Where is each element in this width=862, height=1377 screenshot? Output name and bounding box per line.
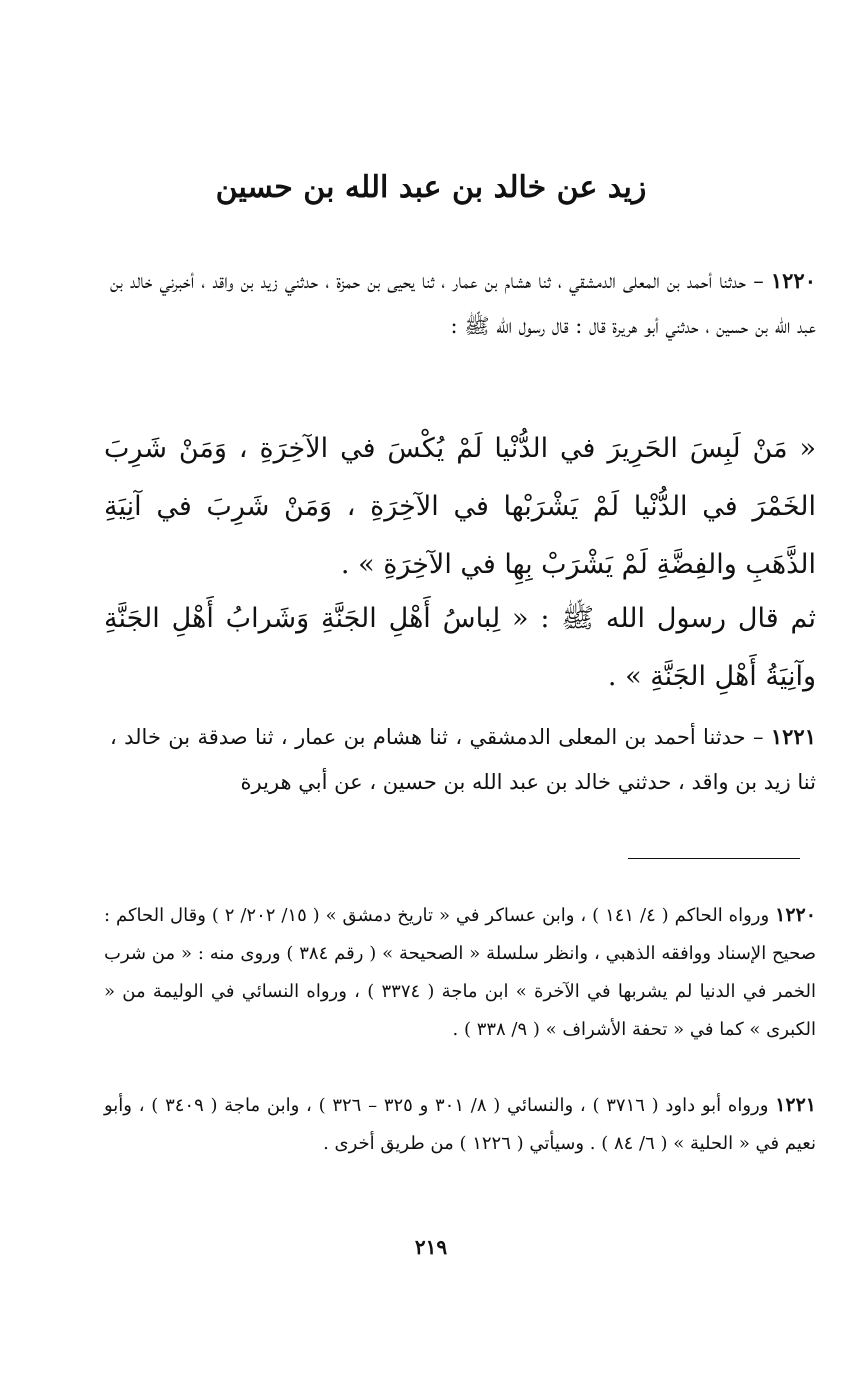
hadith-1220-matn-continuation: ثم قال رسول الله ﷺ : « لِباسُ أَهْلِ الجَنَّةِ وَشَرابُ أَهْلِ الجَنَّةِ وآنِيَةُ أَهْلِ الجَنَّةِ » . [104, 603, 816, 692]
isnad-text: – حدثنا أحمد بن المعلى الدمشقي ، ثنا هشام بن عمار ، ثنا صدقة بن خالد ، ثنا زيد بن واقد ، حدثني خالد بن عبد الله بن حسين ، عن أبي هريرة [110, 725, 816, 794]
footnote-1221 [104, 1086, 816, 1163]
footnote-number: ١٢٢٠ [775, 904, 816, 926]
hadith-1221-isnad [110, 714, 816, 805]
chapter-title: زيد عن خالد بن عبد الله بن حسين [215, 170, 647, 205]
footnote-number: ١٢٢١ [775, 1094, 817, 1116]
footnote-text: ورواه أبو داود ( ٣٧١٦ ) ، والنسائي ( ٨/ ٣٠١ و ٣٢٥ – ٣٢٦ ) ، وابن ماجة ( ٣٤٠٩ ) ، وأبو نعيم في « الحلية » ( ٦/ ٨٤ ) . وسيأتي ( ١٢٢٦ ) من طريق أخرى . [104, 1095, 816, 1154]
footnote-divider [628, 858, 800, 859]
footnote-text: ورواه الحاكم ( ٤/ ١٤١ ) ، وابن عساكر في « تاريخ دمشق » ( ١٥/ ٢٠٢/ ٢ ) وقال الحاكم : صحيح الإسناد ووافقه الذهبي ، وانظر سلسلة « الصحيحة » ( رقم ٣٨٤ ) وروى منه : « من شرب الخمر في الدنيا لم يشربها في الآخرة » ابن ماجة ( ٣٣٧٤ ) ، ورواه النسائي في الوليمة من « الكبرى » كما في « تحفة الأشراف » ( ٩/ ٣٣٨ ) . [104, 905, 816, 1040]
hadith-1220-isnad [110, 258, 816, 349]
isnad-text: – حدثنا أحمد بن المعلى الدمشقي ، ثنا هشام بن عمار ، ثنا يحيى بن حمزة ، حدثني زيد بن واقد ، أخبرني خالد بن عبد الله بن حسين ، حدثني أبو هريرة قال : قال رسول الله ﷺ : [110, 269, 816, 338]
hadith-1220-matn: « مَنْ لَبِسَ الحَرِيرَ في الدُّنْيا لَمْ يُكْسَ في الآخِرَةِ ، وَمَنْ شَرِبَ الخَمْرَ في الدُّنْيا لَمْ يَشْرَبْها في الآخِرَةِ ، وَمَنْ شَرِبَ في آنِيَةِ الذَّهَبِ والفِضَّةِ لَمْ يَشْرَبْ بِهِا في الآخِرَةِ » . [104, 433, 816, 580]
page-number: ٢١٩ [414, 1235, 448, 1259]
hadith-number: ١٢٢٠ [770, 268, 816, 293]
footnote-1220 [104, 896, 816, 1049]
hadith-number: ١٢٢١ [770, 724, 816, 749]
